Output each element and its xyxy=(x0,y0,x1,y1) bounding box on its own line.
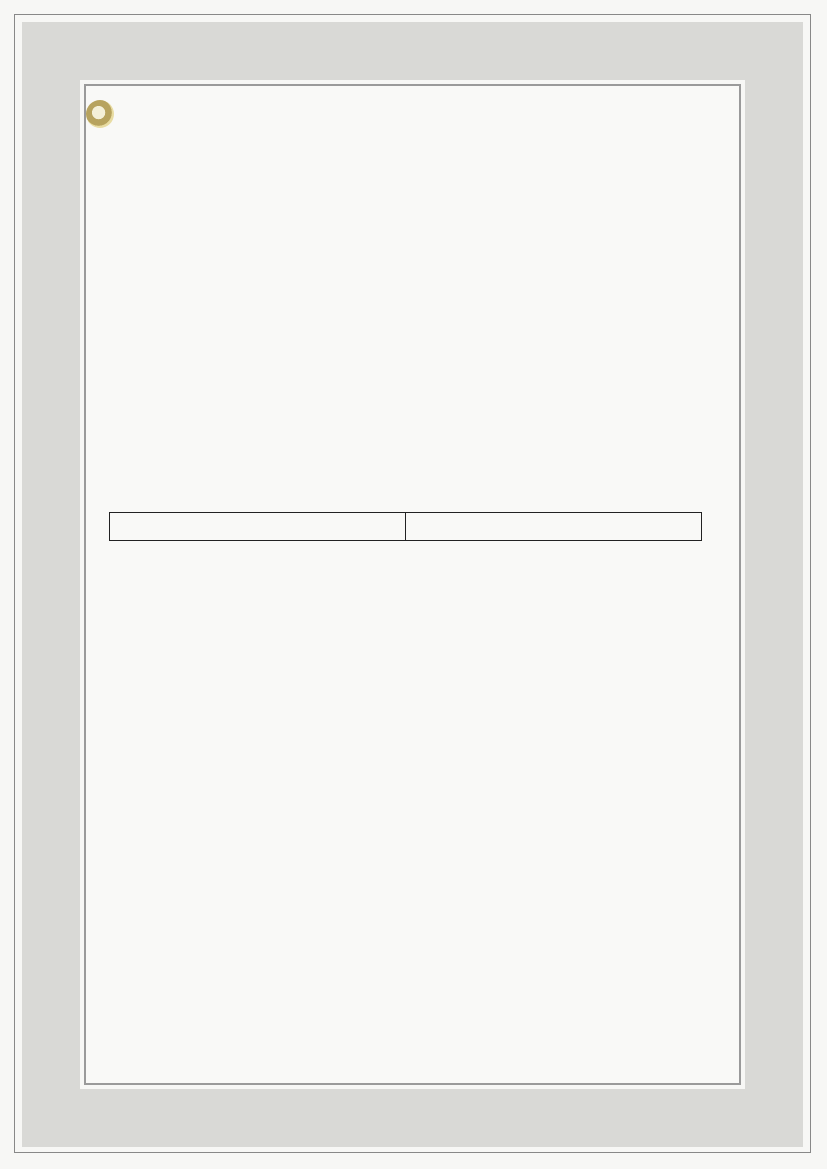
barcode xyxy=(124,1022,294,1056)
binding-eyelet xyxy=(86,100,114,128)
ornamental-border-left xyxy=(22,22,80,1147)
column-header-name xyxy=(406,513,702,541)
inner-frame xyxy=(84,84,741,1085)
ornamental-border-bottom xyxy=(22,1089,803,1147)
work-types-table xyxy=(109,512,702,541)
column-header-number xyxy=(110,513,406,541)
ornamental-border-right xyxy=(745,22,803,1147)
types-of-work-title xyxy=(100,306,727,308)
table-header-row xyxy=(110,513,702,541)
ornamental-border-top xyxy=(22,22,803,80)
